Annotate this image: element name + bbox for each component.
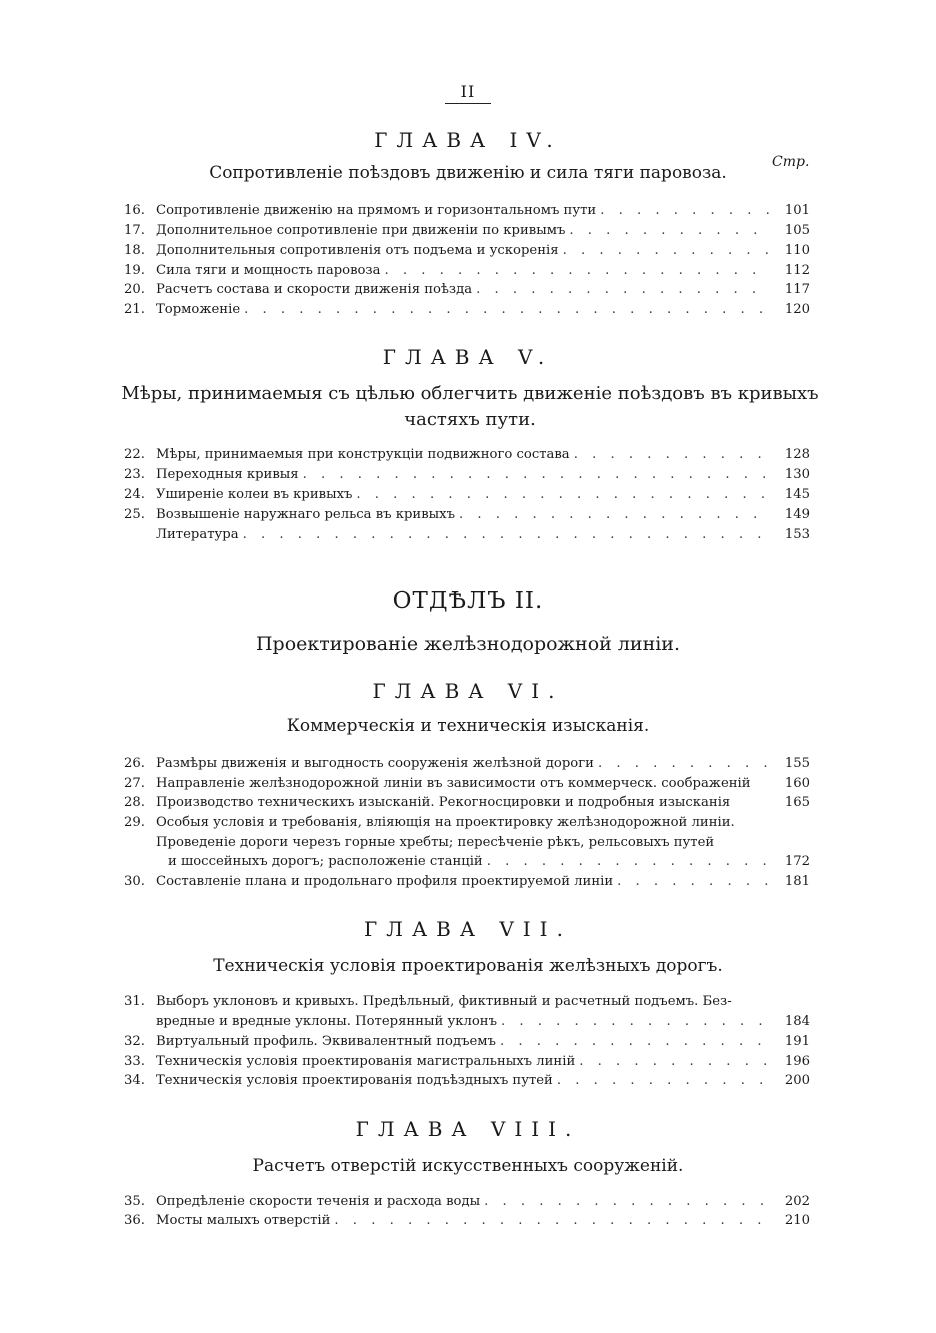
entry-title: Мосты малыхъ отверстій (156, 1213, 331, 1228)
entry-title: Техническія условія проектированія магистральныхъ линій (156, 1054, 576, 1069)
entry-number: 30. (124, 874, 145, 889)
entry-page: 105 (784, 223, 810, 238)
chapter-7-subtitle: Техническія условія проектированія желѣзныхъ дорогъ. (213, 956, 723, 976)
section-title: Проектированіе желѣзнодорожной линіи. (255, 633, 681, 655)
entry-title-line2: Проведеніе дороги черезъ горные хребты; пересѣченіе рѣкъ, рельсовыхъ путей (156, 834, 715, 850)
toc-entry[interactable] (124, 261, 810, 281)
entry-number: 26. (124, 756, 145, 771)
toc-entry[interactable] (124, 1071, 810, 1091)
entry-number: 23. (124, 467, 145, 482)
entry-page: 181 (784, 874, 810, 889)
entry-page: 200 (784, 1073, 810, 1088)
entry-title: Дополнительное сопротивленіе при движеніи по кривымъ (156, 223, 566, 238)
entry-page: 196 (784, 1054, 810, 1069)
toc-entry[interactable] (124, 221, 810, 241)
entry-title: Техническія условія проектированія подъѣздныхъ путей (156, 1073, 553, 1088)
chapter-6-heading: ГЛАВА VI. (372, 679, 564, 703)
toc-entry[interactable] (124, 445, 810, 465)
toc-entry[interactable] (124, 485, 810, 505)
entry-number: 35. (124, 1194, 145, 1209)
entry-number: 25. (124, 507, 145, 522)
leader-dots (563, 241, 770, 261)
entry-page: 155 (784, 756, 810, 771)
toc-entry[interactable] (124, 754, 810, 774)
entry-title: Направленіе желѣзнодорожной линіи въ зависимости отъ коммерческ. соображеній (156, 776, 751, 791)
entry-number: 21. (124, 302, 145, 317)
chapter-7-heading: ГЛАВА VII. (364, 917, 572, 941)
section-heading: ОТДѢЛЪ II. (392, 588, 544, 614)
entry-title-line3: и шоссейныхъ дорогъ; расположеніе станцій (168, 854, 483, 870)
toc-entry-multiline[interactable] (124, 992, 810, 1031)
leader-dots (569, 221, 770, 241)
entry-page: 184 (784, 1013, 810, 1029)
chapter-8-subtitle: Расчетъ отверстій искусственныхъ сооруженій. (252, 1156, 684, 1176)
leader-dots (557, 1071, 770, 1091)
entry-number: 20. (124, 282, 145, 297)
entry-title-line1: Выборъ уклоновъ и кривыхъ. Предѣльный, фиктивный и расчетный подъемъ. Без- (156, 994, 732, 1009)
entry-title: Сопротивленіе движенію на прямомъ и горизонтальномъ пути (156, 203, 597, 218)
leader-dots (303, 465, 770, 485)
toc-entry[interactable] (124, 201, 810, 221)
entry-title: Опредѣленіе скорости теченія и расхода воды (156, 1194, 481, 1209)
entry-title: Расчетъ состава и скорости движенія поѣзда (156, 282, 473, 297)
toc-entry-multiline[interactable] (124, 813, 810, 872)
leader-dots (476, 280, 770, 300)
toc-entry[interactable] (124, 1192, 810, 1212)
entry-number: 18. (124, 243, 145, 258)
entry-number: 28. (124, 795, 145, 810)
entry-page: 202 (784, 1194, 810, 1209)
entry-number: 16. (124, 203, 145, 218)
page-column-label: Стр. (772, 154, 810, 170)
toc-entry[interactable] (124, 872, 810, 892)
entry-number: 36. (124, 1213, 145, 1228)
leader-dots (574, 445, 770, 465)
entry-page: 101 (784, 203, 810, 218)
leader-dots (334, 1211, 770, 1231)
leader-dots (244, 300, 770, 320)
leader-dots (385, 261, 771, 281)
leader-dots (459, 505, 770, 525)
entry-number: 31. (124, 994, 145, 1009)
chapter-6-subtitle: Коммерческія и техническія изысканія. (286, 716, 650, 736)
entry-title-line2: вредные и вредные уклоны. Потерянный уклонъ (156, 1013, 497, 1029)
entry-page: 191 (784, 1034, 810, 1049)
leader-dots (579, 1052, 770, 1072)
entry-number: 22. (124, 447, 145, 462)
toc-entry[interactable] (124, 465, 810, 485)
entry-title-line1: Особыя условія и требованія, вліяющія на проектировку желѣзнодорожной линіи. (156, 815, 735, 830)
entry-page: 117 (784, 282, 810, 297)
leader-dots (600, 201, 770, 221)
entry-page: 128 (784, 447, 810, 462)
leader-dots (500, 1032, 770, 1052)
chapter-8-heading: ГЛАВА VIII. (355, 1117, 581, 1141)
entry-title: Литература (156, 527, 239, 542)
entry-page: 172 (784, 854, 810, 870)
entry-number: 29. (124, 815, 145, 830)
chapter-4-subtitle: Сопротивленіе поѣздовъ движенію и сила тяги паровоза. (209, 163, 727, 183)
toc-entry[interactable] (124, 793, 810, 813)
entry-title: Составленіе плана и продольнаго профиля проектируемой линіи (156, 874, 614, 889)
chapter-5-heading: ГЛАВА V. (382, 345, 554, 369)
toc-entry[interactable] (124, 774, 810, 794)
entry-number: 32. (124, 1034, 145, 1049)
toc-entry[interactable] (124, 1032, 810, 1052)
entry-number: 33. (124, 1054, 145, 1069)
leader-dots (356, 485, 770, 505)
entry-number: 27. (124, 776, 145, 791)
entry-title: Переходныя кривыя (156, 467, 299, 482)
entry-page: 153 (784, 527, 810, 542)
entry-page: 120 (784, 302, 810, 317)
entry-title: Размѣры движенія и выгодность сооруженія желѣзной дороги (156, 756, 594, 771)
entry-number: 34. (124, 1073, 145, 1088)
chapter-5-subtitle-line1: Мѣры, принимаемыя съ цѣлью облегчить движеніе поѣздовъ въ кривыхъ (121, 383, 819, 404)
leader-dots (617, 872, 770, 892)
entry-number: 24. (124, 487, 145, 502)
entry-page: 110 (784, 243, 810, 258)
toc-entry[interactable] (124, 300, 810, 320)
entry-title: Мѣры, принимаемыя при конструкціи подвижного состава (156, 447, 570, 462)
entry-page: 160 (784, 776, 810, 791)
leader-dots (484, 1192, 770, 1212)
toc-entry-literature[interactable] (156, 525, 810, 545)
entry-title: Уширеніе колеи въ кривыхъ (156, 487, 353, 502)
entry-title: Производство техническихъ изысканій. Рекогносцировки и подробныя изысканія (156, 795, 731, 810)
entry-title: Виртуальный профиль. Эквивалентный подъемъ (156, 1034, 496, 1049)
leader-dots (243, 525, 770, 545)
entry-number: 17. (124, 223, 145, 238)
leader-dots (501, 1012, 770, 1032)
entry-page: 130 (784, 467, 810, 482)
toc-entry[interactable] (124, 505, 810, 525)
entry-page: 210 (784, 1213, 810, 1228)
entry-page: 165 (784, 795, 810, 810)
chapter-4-heading: ГЛАВА IV. (374, 128, 562, 152)
chapter-5-subtitle-line2: частяхъ пути. (404, 409, 536, 430)
entry-number: 19. (124, 263, 145, 278)
entry-page: 145 (784, 487, 810, 502)
page-number: II (0, 82, 936, 101)
entry-title: Сила тяги и мощность паровоза (156, 263, 381, 278)
entry-title: Возвышеніе наружнаго рельса въ кривыхъ (156, 507, 455, 522)
leader-dots (598, 754, 770, 774)
entry-page: 149 (784, 507, 810, 522)
leader-dots (487, 852, 770, 872)
toc-entry[interactable] (124, 1211, 810, 1231)
toc-entry[interactable] (124, 241, 810, 261)
entry-page: 112 (784, 263, 810, 278)
toc-entry[interactable] (124, 1052, 810, 1072)
toc-entry[interactable] (124, 280, 810, 300)
entry-title: Торможеніе (156, 302, 241, 317)
entry-title: Дополнительныя сопротивленія отъ подъема и ускоренія (156, 243, 559, 258)
